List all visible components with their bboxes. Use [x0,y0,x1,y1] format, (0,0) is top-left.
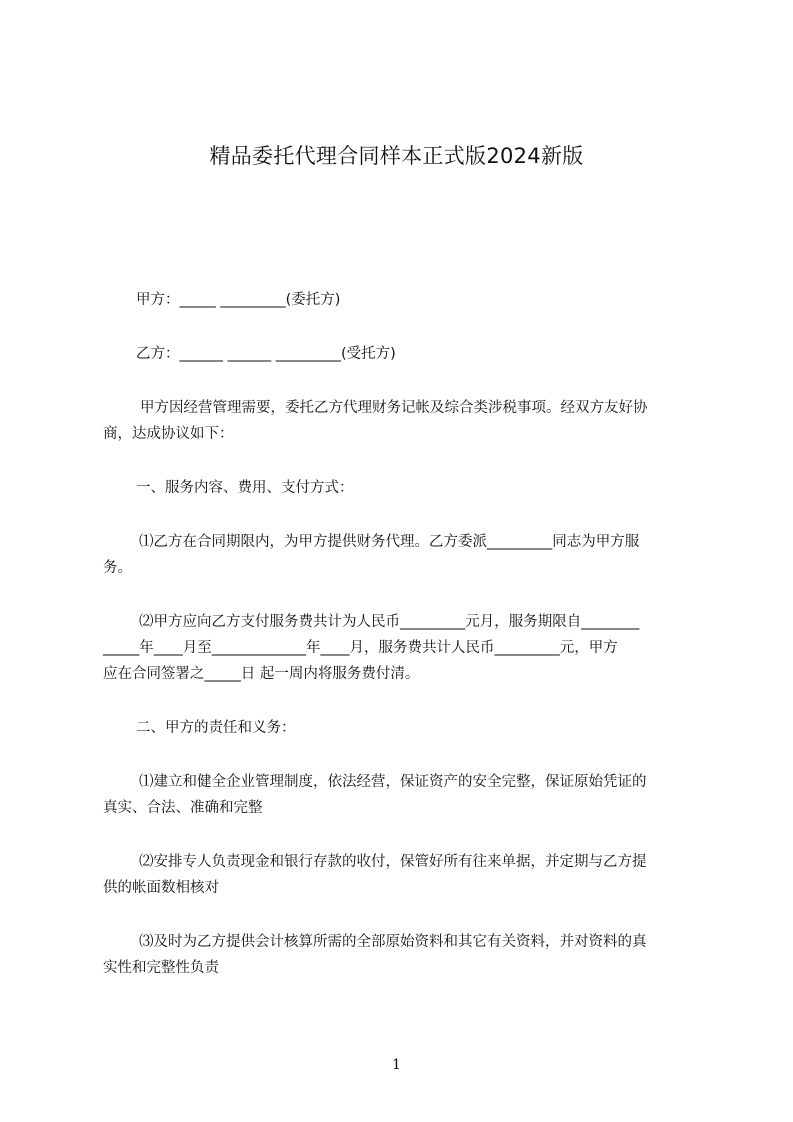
section-2-item-1-line-2: 真实、合法、准确和完整 [103,800,263,816]
party-a-line: 甲方：_____ _________(委托方) [136,292,341,308]
preamble-line-1: 甲方因经营管理需要，委托乙方代理财务记帐及综合类涉税事项。经双方友好协 [140,400,648,416]
section-1-item-1-line-1: ⑴乙方在合同期限内，为甲方提供财务代理。乙方委派_________同志为甲方服 [139,534,640,550]
section-2-heading: 二、甲方的责任和义务： [136,720,296,736]
section-2-item-3-line-2: 实性和完整性负责 [103,960,219,976]
section-1-item-2-line-1: ⑵甲方应向乙方支付服务费共计为人民币_________元月，服务期限自________ [139,614,640,630]
document-title: 精品委托代理合同样本正式版2024新版 [209,144,584,168]
section-1-heading: 一、服务内容、费用、支付方式： [136,480,354,496]
section-2-item-2-line-1: ⑵安排专人负责现金和银行存款的收付，保管好所有往来单据，并定期与乙方提 [139,854,647,870]
section-1-item-1-line-2: 务。 [103,560,132,576]
party-b-line: 乙方：______ ______ _________(受托方) [136,346,396,362]
section-1-item-2-line-2: _____年____月至_____________年____月，服务费共计人民币_________元，甲方 [103,640,618,656]
preamble-line-2: 商，达成协议如下： [103,426,234,442]
section-2-item-1-line-1: ⑴建立和健全企业管理制度，依法经营，保证资产的安全完整，保证原始凭证的 [139,774,647,790]
section-2-item-2-line-2: 供的帐面数相核对 [103,880,219,896]
section-2-item-3-line-1: ⑶及时为乙方提供会计核算所需的全部原始资料和其它有关资料，并对资料的真 [139,934,647,950]
section-1-item-2-line-3: 应在合同签署之_____日 起一周内将服务费付清。 [103,666,420,682]
page-number: 1 [392,1057,401,1073]
